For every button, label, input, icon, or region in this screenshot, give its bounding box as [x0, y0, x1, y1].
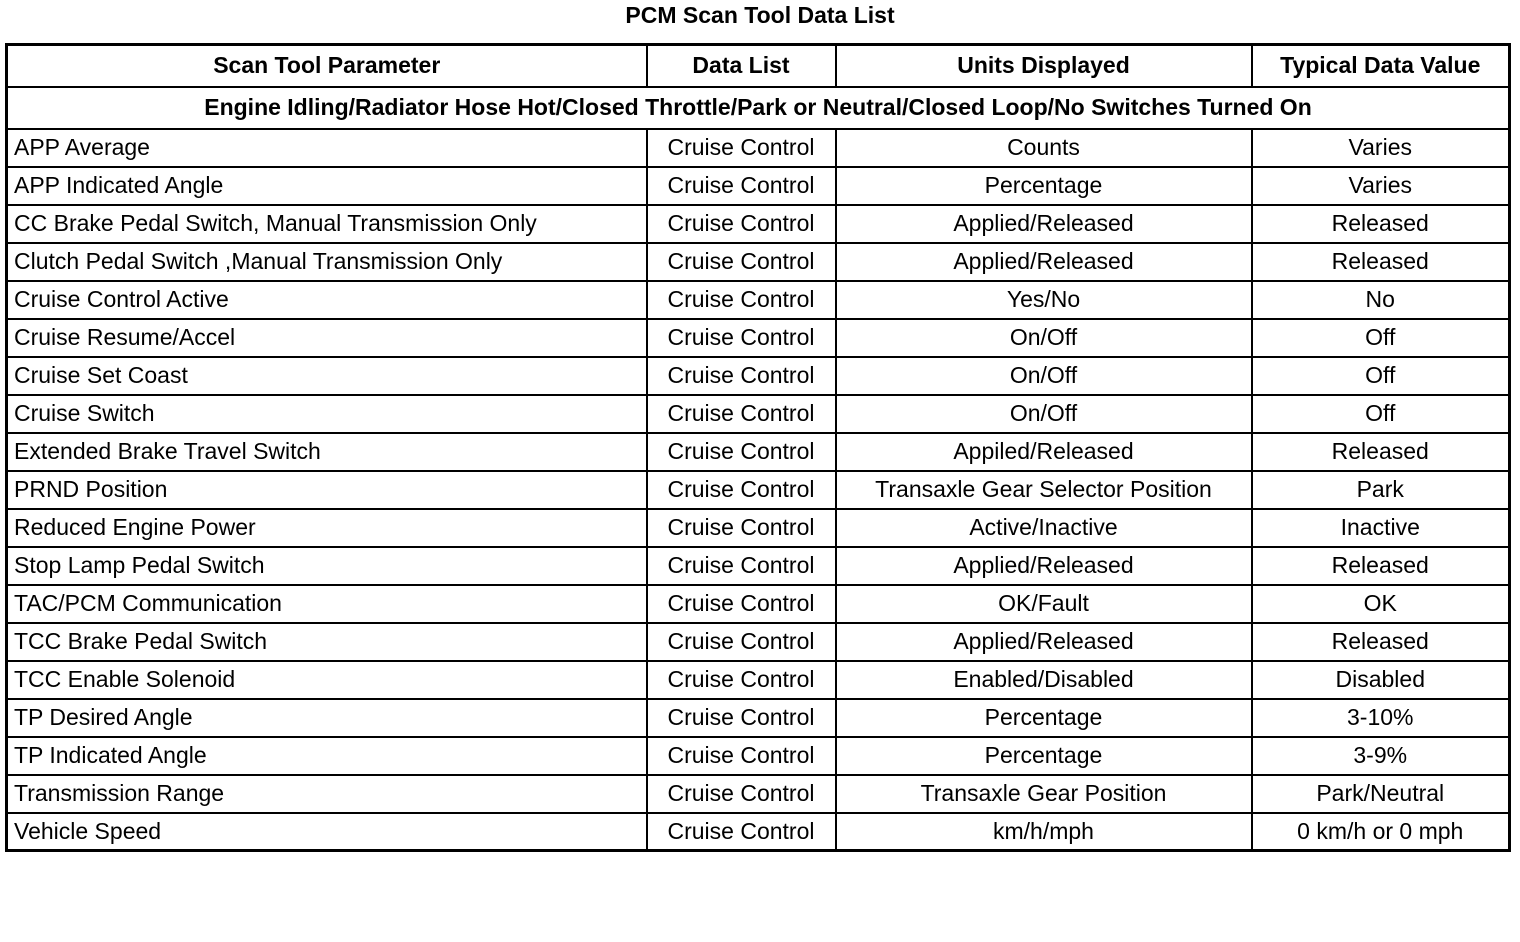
- column-header-data-list: Data List: [647, 45, 836, 87]
- table-row: [7, 585, 1510, 623]
- cell-parameter: PRND Position: [7, 471, 647, 509]
- table-row: [7, 737, 1510, 775]
- column-header-typical-value: Typical Data Value: [1252, 45, 1510, 87]
- table-row: [7, 509, 1510, 547]
- cell-typical-value: Disabled: [1252, 661, 1510, 699]
- cell-parameter: Cruise Control Active: [7, 281, 647, 319]
- cell-typical-value: 0 km/h or 0 mph: [1252, 813, 1510, 851]
- cell-data-list: Cruise Control: [647, 243, 836, 281]
- table-row: [7, 813, 1510, 851]
- table-row: [7, 281, 1510, 319]
- cell-units: Transaxle Gear Selector Position: [836, 471, 1252, 509]
- cell-parameter: TP Indicated Angle: [7, 737, 647, 775]
- cell-units: Percentage: [836, 699, 1252, 737]
- cell-units: Applied/Released: [836, 205, 1252, 243]
- cell-parameter: APP Average: [7, 129, 647, 167]
- table-row: [7, 395, 1510, 433]
- cell-units: OK/Fault: [836, 585, 1252, 623]
- cell-typical-value: Released: [1252, 205, 1510, 243]
- table-row: [7, 129, 1510, 167]
- column-header-units: Units Displayed: [836, 45, 1252, 87]
- cell-data-list: Cruise Control: [647, 661, 836, 699]
- cell-units: Enabled/Disabled: [836, 661, 1252, 699]
- cell-parameter: CC Brake Pedal Switch, Manual Transmission Only: [7, 205, 647, 243]
- cell-parameter: Transmission Range: [7, 775, 647, 813]
- cell-parameter: Reduced Engine Power: [7, 509, 647, 547]
- cell-parameter: TCC Brake Pedal Switch: [7, 623, 647, 661]
- cell-typical-value: Park: [1252, 471, 1510, 509]
- cell-parameter: TAC/PCM Communication: [7, 585, 647, 623]
- cell-units: km/h/mph: [836, 813, 1252, 851]
- cell-units: Appiled/Released: [836, 433, 1252, 471]
- cell-data-list: Cruise Control: [647, 433, 836, 471]
- cell-typical-value: Inactive: [1252, 509, 1510, 547]
- page-title: PCM Scan Tool Data List: [625, 2, 895, 28]
- table-row: [7, 167, 1510, 205]
- cell-data-list: Cruise Control: [647, 775, 836, 813]
- cell-data-list: Cruise Control: [647, 319, 836, 357]
- condition-row: [7, 87, 1510, 129]
- cell-parameter: Clutch Pedal Switch ,Manual Transmission Only: [7, 243, 647, 281]
- cell-typical-value: Released: [1252, 547, 1510, 585]
- table-row: [7, 357, 1510, 395]
- table-row: [7, 699, 1510, 737]
- cell-typical-value: Released: [1252, 623, 1510, 661]
- cell-typical-value: Varies: [1252, 167, 1510, 205]
- cell-typical-value: Off: [1252, 319, 1510, 357]
- cell-units: Applied/Released: [836, 243, 1252, 281]
- cell-units: Yes/No: [836, 281, 1252, 319]
- cell-parameter: Cruise Set Coast: [7, 357, 647, 395]
- cell-units: Applied/Released: [836, 623, 1252, 661]
- cell-data-list: Cruise Control: [647, 813, 836, 851]
- cell-parameter: Cruise Resume/Accel: [7, 319, 647, 357]
- cell-data-list: Cruise Control: [647, 509, 836, 547]
- cell-data-list: Cruise Control: [647, 205, 836, 243]
- table-row: [7, 319, 1510, 357]
- table-row: [7, 775, 1510, 813]
- cell-typical-value: Off: [1252, 395, 1510, 433]
- cell-typical-value: Park/Neutral: [1252, 775, 1510, 813]
- cell-data-list: Cruise Control: [647, 129, 836, 167]
- cell-data-list: Cruise Control: [647, 547, 836, 585]
- cell-units: Applied/Released: [836, 547, 1252, 585]
- table-row: [7, 471, 1510, 509]
- cell-data-list: Cruise Control: [647, 737, 836, 775]
- cell-data-list: Cruise Control: [647, 585, 836, 623]
- cell-data-list: Cruise Control: [647, 471, 836, 509]
- table-row: [7, 205, 1510, 243]
- cell-units: On/Off: [836, 319, 1252, 357]
- cell-data-list: Cruise Control: [647, 281, 836, 319]
- cell-parameter: TCC Enable Solenoid: [7, 661, 647, 699]
- cell-units: On/Off: [836, 395, 1252, 433]
- table-row: [7, 547, 1510, 585]
- cell-typical-value: Off: [1252, 357, 1510, 395]
- cell-data-list: Cruise Control: [647, 699, 836, 737]
- cell-parameter: Vehicle Speed: [7, 813, 647, 851]
- cell-units: Transaxle Gear Position: [836, 775, 1252, 813]
- table-row: [7, 243, 1510, 281]
- cell-typical-value: Varies: [1252, 129, 1510, 167]
- cell-data-list: Cruise Control: [647, 395, 836, 433]
- cell-parameter: Stop Lamp Pedal Switch: [7, 547, 647, 585]
- table-header-row: [7, 45, 1510, 87]
- cell-parameter: TP Desired Angle: [7, 699, 647, 737]
- cell-units: Percentage: [836, 167, 1252, 205]
- cell-data-list: Cruise Control: [647, 167, 836, 205]
- table-row: [7, 433, 1510, 471]
- cell-parameter: APP Indicated Angle: [7, 167, 647, 205]
- cell-typical-value: No: [1252, 281, 1510, 319]
- condition-text: Engine Idling/Radiator Hose Hot/Closed Throttle/Park or Neutral/Closed Loop/No Switches Turned On: [7, 87, 1510, 129]
- cell-parameter: Cruise Switch: [7, 395, 647, 433]
- table-body: [7, 87, 1510, 851]
- table-row: [7, 623, 1510, 661]
- cell-data-list: Cruise Control: [647, 357, 836, 395]
- cell-data-list: Cruise Control: [647, 623, 836, 661]
- table-row: [7, 661, 1510, 699]
- cell-units: Percentage: [836, 737, 1252, 775]
- column-header-parameter: Scan Tool Parameter: [7, 45, 647, 87]
- cell-typical-value: OK: [1252, 585, 1510, 623]
- cell-typical-value: 3-9%: [1252, 737, 1510, 775]
- cell-parameter: Extended Brake Travel Switch: [7, 433, 647, 471]
- cell-typical-value: 3-10%: [1252, 699, 1510, 737]
- cell-units: Active/Inactive: [836, 509, 1252, 547]
- scan-tool-data-table: [5, 43, 1511, 852]
- cell-typical-value: Released: [1252, 433, 1510, 471]
- cell-units: Counts: [836, 129, 1252, 167]
- cell-units: On/Off: [836, 357, 1252, 395]
- cell-typical-value: Released: [1252, 243, 1510, 281]
